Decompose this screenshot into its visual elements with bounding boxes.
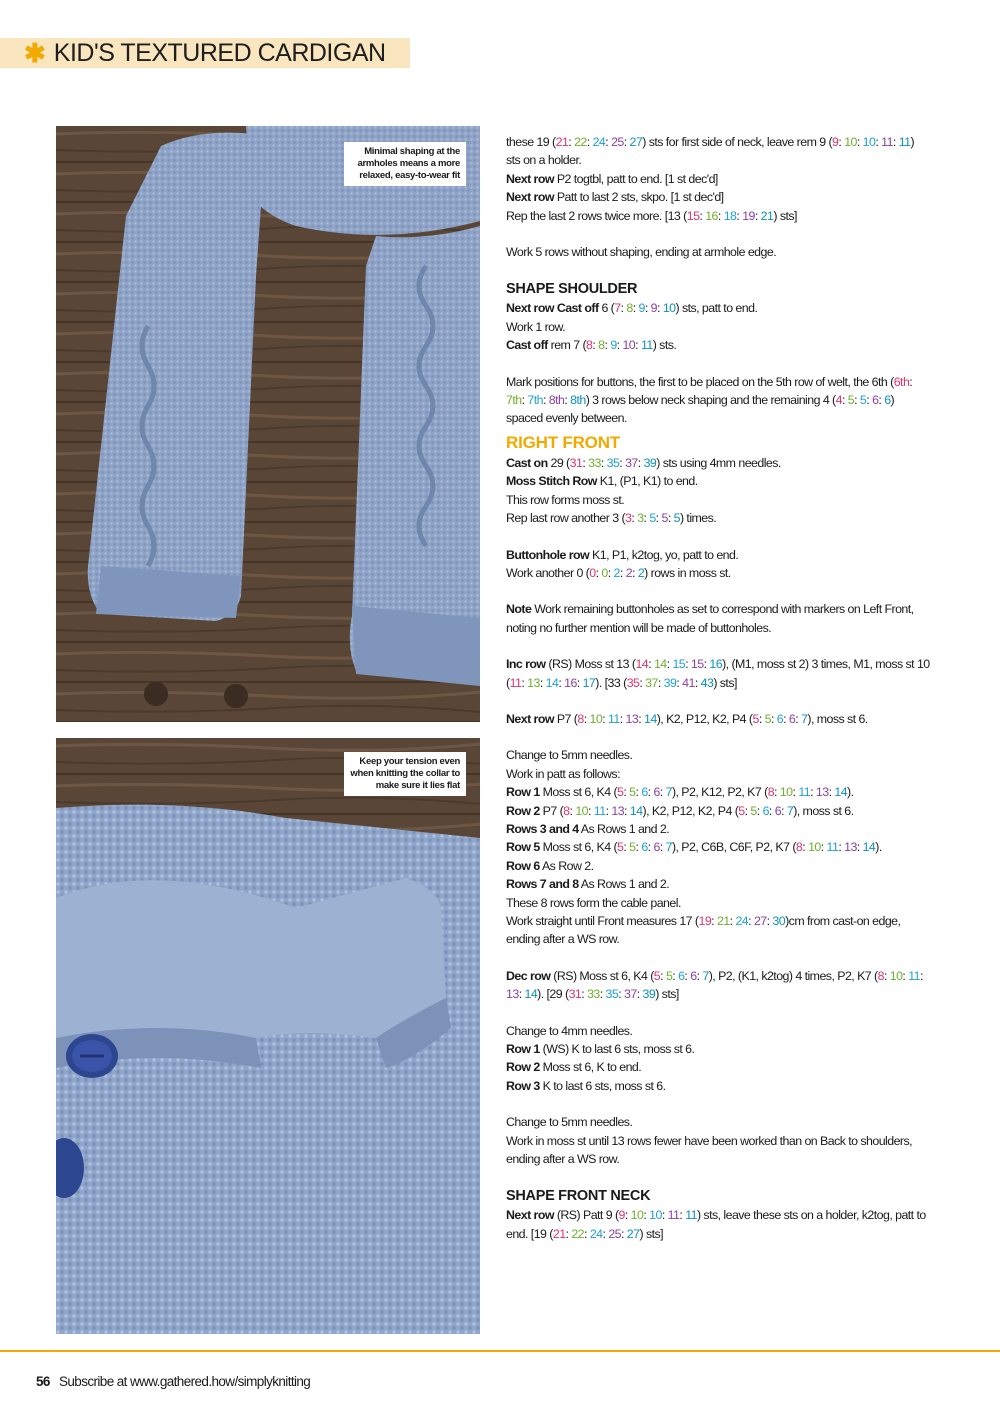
patt-row-5: Row 5 Moss st 6, K4 (5: 5: 6: 6: 7), P2, C6B, C6F, P2, K7 (8: 10: 11: 13: 14). bbox=[506, 840, 882, 855]
shoulder-row-2: Work 1 row. bbox=[506, 319, 566, 334]
mark-buttons: Mark positions for buttons, the first to be placed on the 5th row of welt, the 6th (6th: 7th: 7th: 8th: 8th) 3 rows below neck shaping and the remaining 4 (4: 5: 5: 6: 6) spaced evenly between. bbox=[506, 374, 913, 426]
work-5-rows: Work 5 rows without shaping, ending at armhole edge. bbox=[506, 245, 777, 260]
inc-row: Inc row (RS) Moss st 13 (14: 14: 15: 15: 16), (M1, moss st 2) 3 times, M1, moss st 10 (11: 13: 14: 16: 17). [33 (35: 37: 39: 41: 43) sts] bbox=[506, 657, 930, 690]
sleeve-photo bbox=[56, 126, 480, 722]
page-header bbox=[0, 38, 410, 68]
sleeve-photo-caption: Minimal shaping at the armholes means a more relaxed, easy-to-wear fit bbox=[344, 142, 466, 186]
patt-rows-3-4: Rows 3 and 4 As Rows 1 and 2. bbox=[506, 821, 670, 836]
collar-photo bbox=[56, 738, 480, 1334]
work-straight: Work straight until Front measures 17 (19: 21: 24: 27: 30)cm from cast-on edge, ending after a WS row. bbox=[506, 914, 901, 947]
work-another-rows: Work another 0 (0: 0: 2: 2: 2) rows in moss st. bbox=[506, 565, 731, 580]
change-4mm: Change to 4mm needles. bbox=[506, 1023, 633, 1038]
dec-row: Dec row (RS) Moss st 6, K4 (5: 5: 6: 6: 7), P2, (K1, k2tog) 4 times, P2, K7 (8: 10: 11: 13: 14). [29 (31: 33: 35: 37: 39) sts] bbox=[506, 968, 923, 1002]
c4-row-2: Row 2 Moss st 6, K to end. bbox=[506, 1060, 642, 1075]
heading-shape-shoulder: SHAPE SHOULDER bbox=[506, 281, 638, 298]
patt-row-6: Row 6 As Row 2. bbox=[506, 858, 594, 873]
subscribe-link[interactable]: Subscribe at www.gathered.how/simplyknitting bbox=[58, 1374, 311, 1389]
page-footer bbox=[36, 1374, 310, 1389]
asterisk-icon: ✱ bbox=[24, 38, 46, 68]
c4-row-3: Row 3 K to last 6 sts, moss st 6. bbox=[506, 1078, 666, 1093]
collar-photo-caption: Keep your tension even when knitting the collar to make sure it lies flat bbox=[344, 752, 466, 796]
sleeve-photo-illustration bbox=[56, 126, 480, 722]
shoulder-row-1: Next row Cast off 6 (7: 8: 9: 9: 10) sts, patt to end. bbox=[506, 301, 758, 316]
heading-right-front: RIGHT FRONT bbox=[506, 432, 620, 452]
patt-row-2: Row 2 P7 (8: 10: 11: 13: 14), K2, P12, K2, P4 (5: 5: 6: 6: 7), moss st 6. bbox=[506, 803, 854, 818]
rf-forms-moss: This row forms moss st. bbox=[506, 492, 625, 507]
rf-rep-last-row: Rep last row another 3 (3: 3: 5: 5: 5) times. bbox=[506, 511, 717, 526]
rf-moss-row: Moss Stitch Row K1, (P1, K1) to end. bbox=[506, 474, 698, 489]
collar-photo-illustration bbox=[56, 738, 480, 1334]
change-5mm-again: Change to 5mm needles. bbox=[506, 1115, 633, 1130]
buttonhole-note: Note Work remaining buttonholes as set to correspond with markers on Left Front, noting no further mention will be made of buttonholes. bbox=[506, 602, 914, 635]
work-patt: Work in patt as follows: bbox=[506, 766, 620, 781]
heading-shape-front-neck: SHAPE FRONT NECK bbox=[506, 1188, 651, 1205]
page-title: KID'S TEXTURED CARDIGAN bbox=[53, 38, 386, 67]
footer-divider bbox=[0, 1350, 1000, 1352]
rf-cast-on: Cast on 29 (31: 33: 35: 37: 39) sts using 4mm needles. bbox=[506, 455, 781, 470]
next-row-1: Next row P2 togtbl, patt to end. [1 st dec'd] bbox=[506, 171, 718, 186]
rep-rows: Rep the last 2 rows twice more. [13 (15: 16: 18: 19: 21) sts] bbox=[506, 208, 797, 223]
patt-row-1: Row 1 Moss st 6, K4 (5: 5: 6: 6: 7), P2, K12, P2, K7 (8: 10: 11: 13: 14). bbox=[506, 785, 854, 800]
next-row-2: Next row Patt to last 2 sts, skpo. [1 st dec'd] bbox=[506, 190, 724, 205]
pattern-instructions bbox=[506, 133, 930, 1243]
para-neck-first-side: these 19 (21: 22: 24: 25: 27) sts for first side of neck, leave rem 9 (9: 10: 10: 11: 11) sts on a holder. bbox=[506, 135, 915, 168]
cable-panel-note: These 8 rows form the cable panel. bbox=[506, 895, 681, 910]
change-5mm: Change to 5mm needles. bbox=[506, 748, 633, 763]
shoulder-row-3: Cast off rem 7 (8: 8: 9: 10: 11) sts. bbox=[506, 338, 677, 353]
front-neck-row: Next row (RS) Patt 9 (9: 10: 10: 11: 11) sts, leave these sts on a holder, k2tog, patt to end. [19 (21: 22: 24: 25: 27) sts] bbox=[506, 1208, 926, 1241]
next-row-p7: Next row P7 (8: 10: 11: 13: 14), K2, P12, K2, P4 (5: 5: 6: 6: 7), moss st 6. bbox=[506, 711, 868, 726]
c4-row-1: Row 1 (WS) K to last 6 sts, moss st 6. bbox=[506, 1042, 695, 1057]
patt-rows-7-8: Rows 7 and 8 As Rows 1 and 2. bbox=[506, 877, 670, 892]
buttonhole-row: Buttonhole row K1, P1, k2tog, yo, patt to end. bbox=[506, 547, 739, 562]
page-number: 56 bbox=[36, 1374, 50, 1389]
work-moss-until: Work in moss st until 13 rows fewer have been worked than on Back to shoulders, ending after a WS row. bbox=[506, 1133, 913, 1167]
